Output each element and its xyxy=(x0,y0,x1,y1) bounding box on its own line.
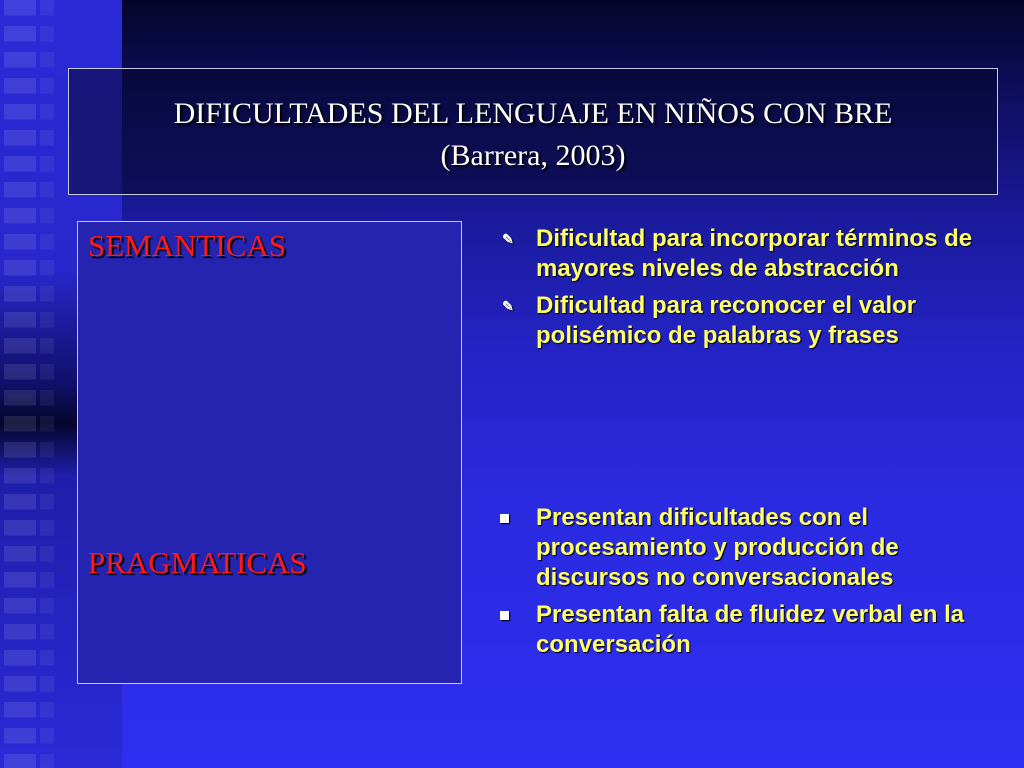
list-item xyxy=(492,224,1002,284)
bullet-text: Presentan falta de fluidez verbal en la conversación xyxy=(536,601,965,658)
decorative-squares-small xyxy=(40,0,54,768)
slide-citation: (Barrera, 2003) xyxy=(440,139,626,172)
bullet-text: Dificultad para incorporar términos de mayores niveles de abstracción xyxy=(536,225,973,282)
semantic-category-label: SEMANTICAS xyxy=(88,228,287,263)
pencil-icon: ✎ xyxy=(502,298,514,314)
title-box xyxy=(68,68,998,195)
bullet-text: Presentan dificultades con el procesamiento y producción de discursos no conversacionales xyxy=(536,504,899,591)
categories-box xyxy=(77,221,462,684)
pragmatic-bullet-list xyxy=(492,503,1002,667)
pragmatic-category-label: PRAGMATICAS xyxy=(88,545,307,580)
list-item xyxy=(492,503,1002,593)
decorative-squares xyxy=(4,0,36,768)
pencil-icon: ✎ xyxy=(502,231,514,247)
square-bullet-icon xyxy=(500,611,509,620)
list-item xyxy=(492,600,1002,660)
square-bullet-icon xyxy=(500,514,509,523)
bullet-text: Dificultad para reconocer el valor polisémico de palabras y frases xyxy=(536,292,917,349)
slide-title: DIFICULTADES DEL LENGUAJE EN NIÑOS CON BRE xyxy=(173,97,893,130)
semantic-bullet-list xyxy=(492,224,1002,358)
list-item xyxy=(492,291,1002,351)
